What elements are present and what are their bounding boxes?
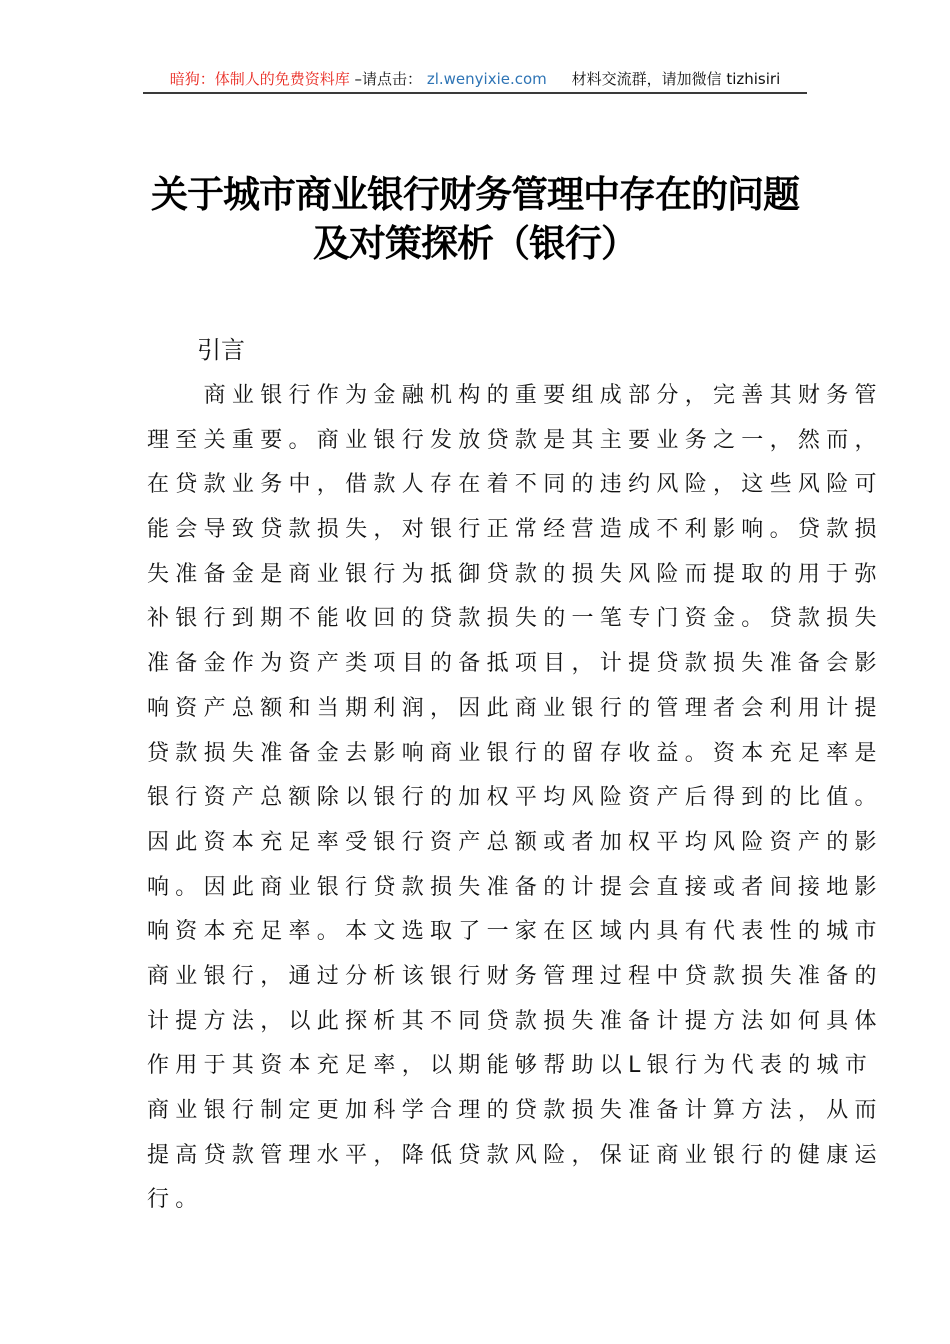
page-header-banner bbox=[143, 68, 807, 94]
body-line: 提高贷款管理水平，降低贷款风险，保证商业银行的健康运 bbox=[147, 1142, 883, 1168]
body-line: 在贷款业务中，借款人存在着不同的违约风险，这些风险可 bbox=[147, 472, 883, 498]
body-line: 计提方法，以此探析其不同贷款损失准备计提方法如何具体 bbox=[147, 1008, 883, 1034]
wechat-group-text: 材料交流群，请加微信 tizhisiri bbox=[571, 70, 781, 88]
body-line: 行。 bbox=[147, 1187, 204, 1213]
body-line: 商业银行作为金融机构的重要组成部分，完善其财务管 bbox=[147, 383, 883, 408]
body-line: 响资本充足率。本文选取了一家在区域内具有代表性的城市 bbox=[147, 919, 883, 945]
title-line-2: 及对策探析（银行） bbox=[313, 221, 637, 265]
body-line: 响。因此商业银行贷款损失准备的计提会直接或者间接地影 bbox=[147, 874, 883, 900]
body-line: 准备金作为资产类项目的备抵项目，计提贷款损失准备会影 bbox=[147, 651, 883, 677]
body-line: 能会导致贷款损失，对银行正常经营造成不利影响。贷款损 bbox=[147, 517, 883, 543]
body-line: 贷款损失准备金去影响商业银行的留存收益。资本充足率是 bbox=[147, 740, 883, 766]
body-line: 作用于其资本充足率，以期能够帮助以L银行为代表的城市 bbox=[147, 1053, 874, 1079]
body-line: 商业银行，通过分析该银行财务管理过程中贷款损失准备的 bbox=[147, 963, 883, 989]
website-link[interactable]: zl.wenyixie.com bbox=[426, 70, 547, 88]
body-line: 商业银行制定更加科学合理的贷款损失准备计算方法，从而 bbox=[147, 1098, 883, 1123]
body-line: 银行资产总额除以银行的加权平均风险资产后得到的比值。 bbox=[147, 785, 883, 811]
body-line: 理至关重要。商业银行发放贷款是其主要业务之一，然而， bbox=[147, 427, 883, 453]
body-line: 失准备金是商业银行为抵御贷款的损失风险而提取的用于弥 bbox=[147, 561, 883, 587]
body-line: 补银行到期不能收回的贷款损失的一笔专门资金。贷款损失 bbox=[147, 606, 883, 632]
title-line-1: 关于城市商业银行财务管理中存在的问题 bbox=[151, 172, 799, 216]
body-paragraph bbox=[147, 374, 883, 1223]
ad-text: 暗狗：体制人的免费资料库 bbox=[169, 70, 350, 88]
document-title bbox=[100, 170, 850, 268]
body-line: 响资产总额和当期利润，因此商业银行的管理者会利用计提 bbox=[147, 695, 883, 721]
prompt-text: –请点击： bbox=[354, 70, 423, 88]
body-line: 因此资本充足率受银行资产总额或者加权平均风险资产的影 bbox=[147, 829, 883, 855]
section-heading-introduction: 引言 bbox=[197, 336, 245, 364]
